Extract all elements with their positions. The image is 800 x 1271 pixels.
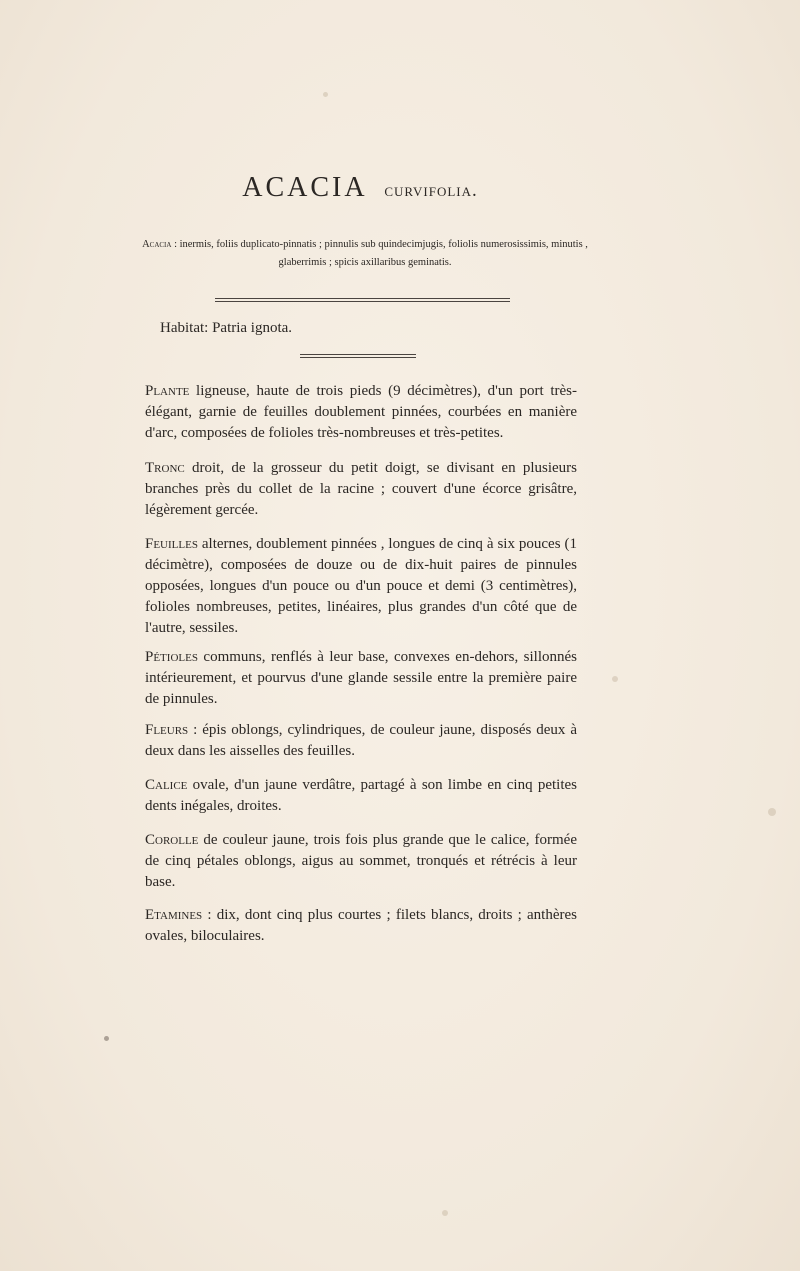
page-title [0, 172, 720, 204]
paragraph-plante [145, 381, 577, 444]
habitat-line: Habitat: Patria ignota. [160, 320, 293, 336]
paragraph-text: droit, de la grosseur du petit doigt, se divisant en plusieurs branches près du collet de la racine ; couvert d'une écorce grisâtre, légèrement gercée. [145, 460, 577, 518]
paragraph-lead: Calice [145, 777, 188, 793]
double-rule-short [300, 354, 416, 358]
paragraph-text: communs, renflés à leur base, convexes en-dehors, sillonnés intérieurement, et pourvus d'une glande sessile entre la première paire de pinnules. [145, 649, 577, 707]
paragraph-calice [145, 775, 577, 817]
paragraph-petioles [145, 647, 577, 710]
title-species: curvifolia. [384, 180, 478, 201]
paragraph-text: alternes, doublement pinnées , longues de cinq à six pouces (1 décimètre), composées de douze ou de dix-huit paires de pinnules opposées, longues d'un pouce ou d'un pouce et demi (3 centimètres), folioles nombreuses, petites, linéaires, plus grandes d'un côté que de l'autre, sessiles. [145, 536, 577, 636]
paragraph-lead: Fleurs [145, 722, 189, 738]
paragraph-fleurs [145, 720, 577, 762]
paragraph-text: : dix, dont cinq plus courtes ; filets blancs, droits ; anthères ovales, biloculaires. [145, 907, 577, 944]
paragraph-tronc [145, 458, 577, 521]
paragraph-lead: Corolle [145, 832, 199, 848]
paragraph-lead: Tronc [145, 460, 185, 476]
paragraph-lead: Feuilles [145, 536, 198, 552]
paragraph-etamines [145, 905, 577, 947]
foxing-spot [612, 676, 618, 682]
paragraph-lead: Pétioles [145, 649, 198, 665]
paragraph-text: ovale, d'un jaune verdâtre, partagé à son limbe en cinq petites dents inégales, droites. [145, 777, 577, 814]
paragraph-feuilles [145, 534, 577, 639]
paragraph-text: de couleur jaune, trois fois plus grande que le calice, formée de cinq pétales oblongs, aigus au sommet, tronqués et rétrécis à leur base. [145, 832, 577, 890]
diagnosis-text: : inermis, foliis duplicato-pinnatis ; pinnulis sub quindecimjugis, foliolis numerosissimis, minutis , glaberrimis ; spicis axillaribus geminatis. [171, 239, 588, 268]
foxing-spot [442, 1210, 448, 1216]
foxing-spot [104, 1036, 109, 1041]
paragraph-lead: Etamines [145, 907, 203, 923]
foxing-spot [323, 92, 328, 97]
double-rule-long [215, 298, 510, 302]
foxing-spot [768, 808, 776, 816]
diagnosis-genus: Acacia [142, 239, 172, 250]
paragraph-text: ligneuse, haute de trois pieds (9 décimètres), d'un port très-élégant, garnie de feuilles doublement pinnées, courbées en manière d'arc, composées de folioles très-nombreuses et très-petites. [145, 383, 577, 441]
paragraph-corolle [145, 830, 577, 893]
paragraph-lead: Plante [145, 383, 190, 399]
latin-diagnosis [120, 236, 610, 272]
paragraph-text: : épis oblongs, cylindriques, de couleur jaune, disposés deux à deux dans les aisselles des feuilles. [145, 722, 577, 759]
title-genus: ACACIA [242, 172, 368, 203]
